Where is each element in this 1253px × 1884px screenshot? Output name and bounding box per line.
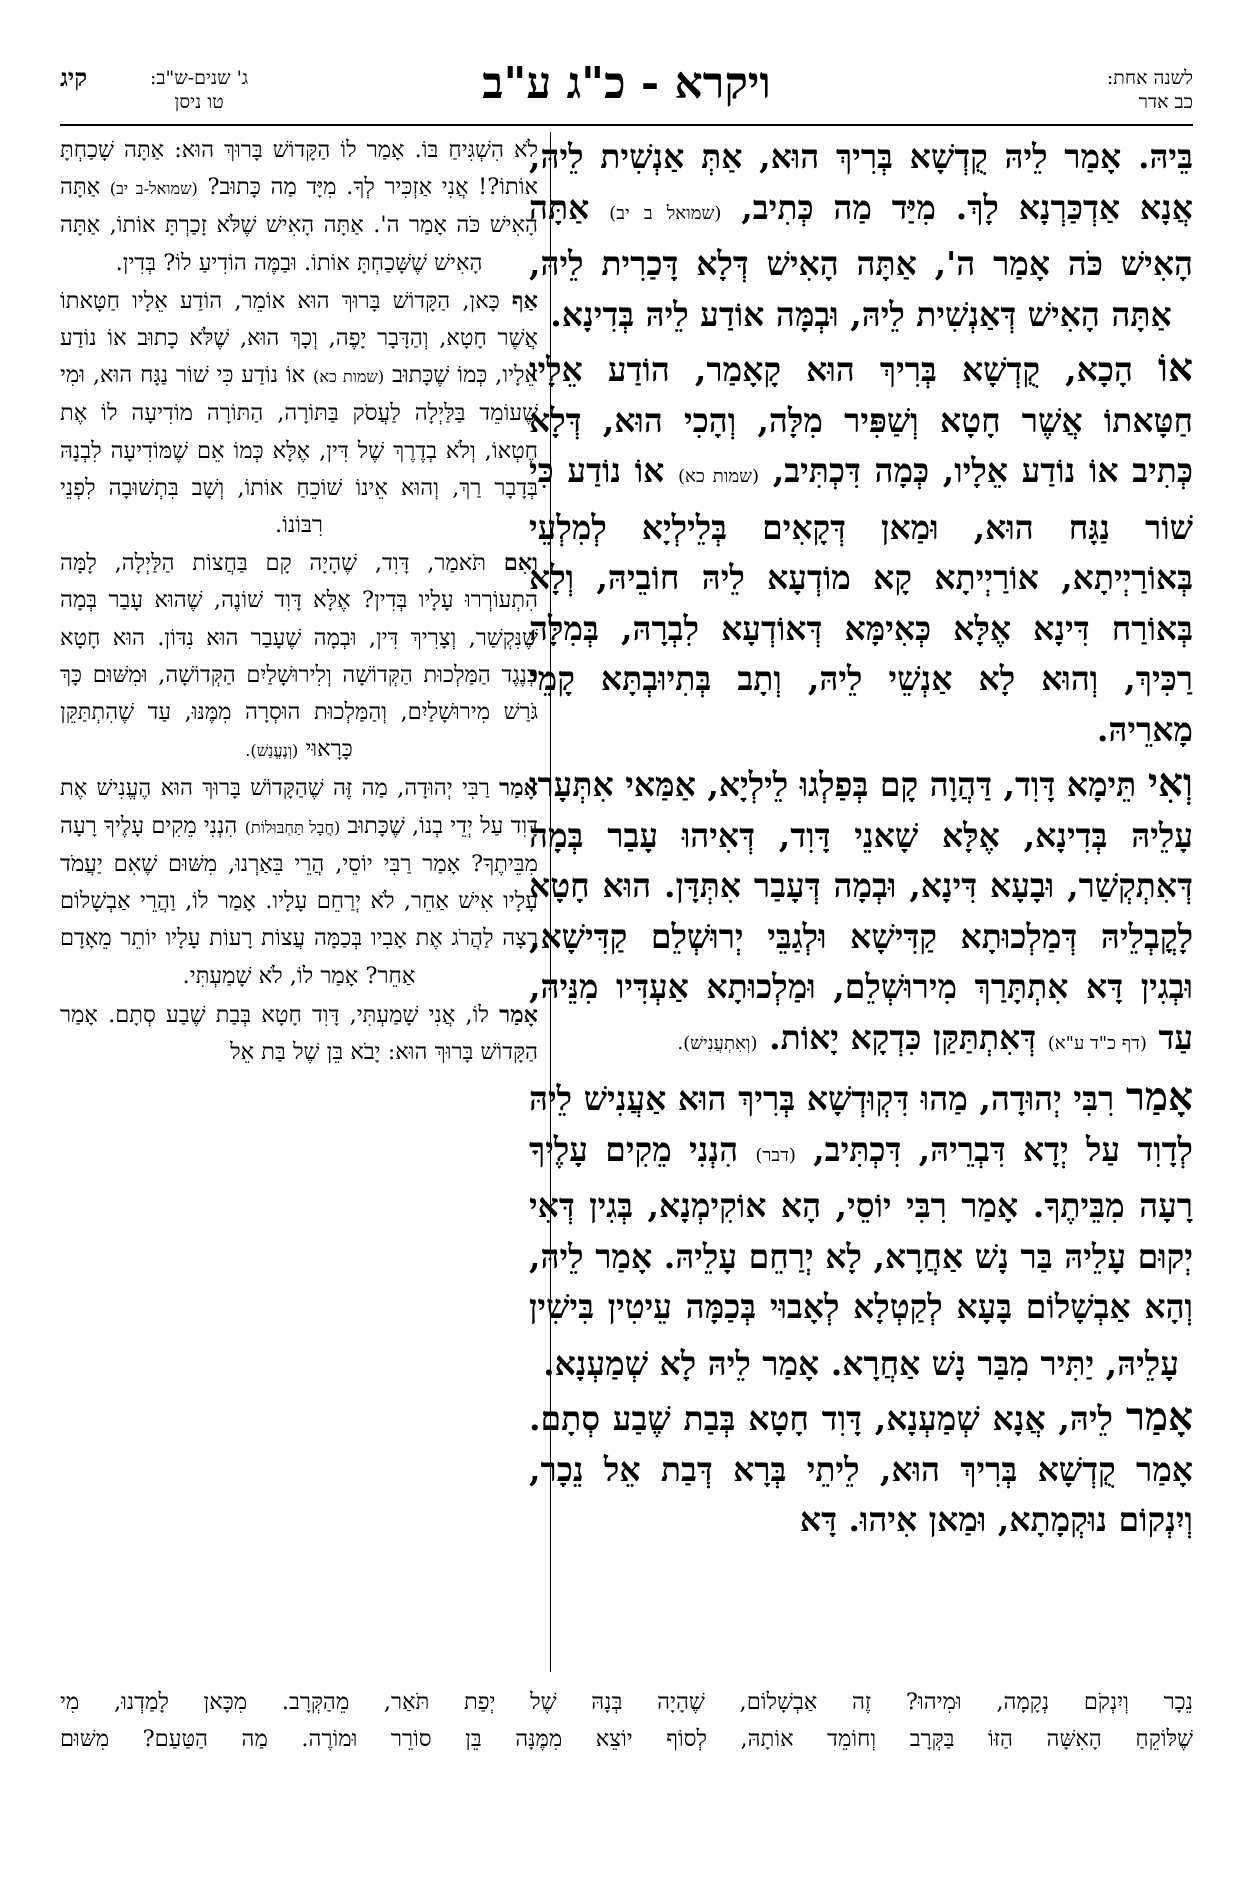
main-paragraph-5: אָמַר לֵיהּ, אֲנָא שְׁמַעְנָא, דָּוִד חָטָא בְּבַת שֶׁבַע סְתָם. אָמַר קֻדְשָׁא בְּרִיךְ הוּא, לֵיתֵי בְּרָא דְּבַת אֵל נֵכָר, וְיִנְקוֹם נוּקְמָתָא, וּמַאן אִיהוּ. דָּא — [529, 1394, 1193, 1539]
opening-word: וְאִם — [503, 550, 538, 577]
continuation-line-1: נֵכָר וְיִנְקֹם נְקָמָה, וּמִיהוּ? זֶה אַבְשָׁלוֹם, שֶׁהָיָה בְּנָהּ שֶׁל יְפַת תֹּאַר, מֵהַקְּרָב. מִכָּאן לָמַדְנוּ, מִי — [60, 1689, 1193, 1715]
translation-continuation — [60, 1684, 1193, 1758]
translation-paragraph-1: לֹא הִשְׁגִּיחַ בּוֹ. אָמַר לוֹ הַקָּדוֹשׁ בָּרוּךְ הוּא: אַתָּה שָׁכַחְתָּ אוֹתוֹ?! אֲנִי אַזְכִּיר לְךָ. מִיָּד מַה כָּתוּב? (שמואל-ב יב) אַתָּה הָאִישׁ כֹּה אָמַר ה'. אַתָּה הָאִישׁ שֶׁלֹּא זָכַרְתָּ אוֹתוֹ, אַתָּה הָאִישׁ שֶׁשָּׁכַחְתָּ אוֹתוֹ. וּבַמֶּה הוֹדִיעַ לוֹ? בְּדִין. — [60, 137, 538, 276]
main-paragraph-1: בֵּיהּ. אָמַר לֵיהּ קֻדְשָׁא בְּרִיךְ הוּא, אַתְּ אַנְשִׁית לֵיהּ, אֲנָא אַדְכַּרְנָא לָךְ. מִיַּד מַה כְּתִיב, (שמואל ב יב) אַתָּה הָאִישׁ כֹּה אָמַר ה', אַתָּה הָאִישׁ דְּלָא דָּכַרִית לֵיהּ, אַתָּה הָאִישׁ דְּאַנְשִׁית לֵיהּ, וּבְמָּה אוֹדַע לֵיהּ בְּדִינָא. — [529, 137, 1193, 334]
opening-word: אַף — [511, 287, 538, 314]
verse-reference: (שמואל ב יב) — [609, 202, 722, 224]
opening-word: אָמַר — [499, 1001, 538, 1028]
verse-reference: (שמואל-ב יב) — [109, 179, 198, 199]
gloss-note: (וְנֶעֱנַשׁ). — [245, 741, 299, 761]
translation-paragraph-3: וְאִם תֹּאמַר, דָּוִד, שֶׁהָיָה קָם בַּחֲצוֹת הַלַּיְלָה, לָמָּה הִתְעוֹרְרוּ עָלָיו בְּדִין? אֶלָּא דָּוִד שׁוֹנֶה, שֶׁהוּא עָבַר בְּמָה שֶׁנִּקְשַׁר, וְצָרִיךְ דִּין, וּבְמָה שֶׁעָבַר הוּא נִדּוֹן. הוּא חָטָא כְּנֶגֶד הַמַּלְכוּת הַקְּדוֹשָׁה וְלִירוּשָׁלַיִם הַקְּדוֹשָׁה, וּמִשּׁוּם כָּךְ גֹּרַשׁ מִירוּשָׁלַיִם, וְהַמַּלְכוּת הוּסְרָה מִמֶּנּוּ, עַד שֶׁהִתְתַּקֵּן כָּרָאוּי (וְנֶעֱנַשׁ). — [60, 550, 538, 763]
page-number: קיג — [60, 63, 88, 92]
main-paragraph-4: אָמַר רִבִּי יְהוּדָה, מַהוּ דִּקְוּדְשָׁא בְּרִיךְ הוּא אַעֲנִישׁ לֵיהּ לְדָוִד עַל יְדָא דִּבְרֵיהּ, דִּכְתִּיב, (דבר) הִנְנִי מֵקִים עָלֶיךָ רָעָה מִבֵּיתֶךָ. אָמַר רִבִּי יוֹסֵי, הָא אוֹקִימְנָא, בְּגִין דְּאִי יְקוּם עָלֵיהּ בַּר נָשׁ אַחֲרָא, לָא יְרַחֵם עָלֵיהּ. אָמַר לֵיהּ, וְהָא אַבְשָׁלוֹם בָּעָא לְקַטְלָא לְאָבוּי בְּכַמָּה עֵיטִין בִּישִׁין עָלֵיהּ, יַתִּיר מִבַּר נָשׁ אַחֲרָא. אָמַר לֵיהּ לָא שְׁמַעְנָא. — [529, 1074, 1193, 1383]
verse-reference: (דבר) — [755, 1144, 796, 1166]
translation-paragraph-2: אַף כָּאן, הַקָּדוֹשׁ בָּרוּךְ הוּא אוֹמֵר, הוֹדַע אֵלָיו חַטָּאתוֹ אֲשֶׁר חָטָא, וְהַדָּבָר יָפֶה, וְכָךְ הוּא, שֶׁלֹּא כָתוּב אוֹ נוֹדַע אֵלָיו, כְּמוֹ שֶׁכָּתוּב (שמות כא) אוֹ נוֹדַע כִּי שׁוֹר נַגָּח הוּא, וּמִי שֶׁעוֹמֵד בַּלַּיְלָה לַעֲסֹק בַּתּוֹרָה, הַתּוֹרָה מוֹדִיעָה לוֹ אֶת חֶטְאוֹ, וְלֹא בְדֶרֶךְ שֶׁל דִּין, אֶלָּא כְּמוֹ אֵם שֶׁמּוֹדִיעָה לִבְנָהּ בְּדָבָר רַךְ, וְהוּא אֵינוֹ שׁוֹכֵחַ אוֹתוֹ, וְשָׁב בִּתְשׁוּבָה לִפְנֵי רִבּוֹנוֹ. — [60, 287, 538, 539]
main-paragraph-2: אוֹ הָכָא, קֻדְשָׁא בְּרִיךְ הוּא קָאָמַר, הוֹדַע אֵלָיו חַטָּאתוֹ אֲשֶׁר חָטָא וְשַׁפִּיר מִלָּה, וְהָכִי הוּא, דְּלָא כְּתִיב אוֹ נוֹדַע אֵלָיו, כְּמָה דִּכְתִּיב, (שמות כא) אוֹ נוֹדַע כִּי שׁוֹר נַגָּח הוּא, וּמַאן דְּקָאִים בְּלֵילְיָא לְמִלְעֵי בְּאוֹרַיְיתָא, אוֹרַיְיתָא קָא מוֹדְעָא לֵיהּ חוֹבֵיהּ, וְלָא בְּאוֹרַח דִּינָא אֶלָּא כְּאִימָּא דְּאוֹדְעָא לִבְרָהּ, בְּמִלָּה רַכִּיךְ, וְהוּא לָא אַנְשֵׁי לֵיהּ, וְתָב בְּתִיוּבְתָּא קָמֵי מָארֵיהּ. — [529, 345, 1193, 749]
gloss-note: (וְאִתְעֲנִישׁ). — [677, 1032, 758, 1054]
verse-reference: (שמות כא) — [677, 466, 760, 487]
opening-word: אָמַר — [1125, 1394, 1193, 1440]
page-reference: (דף כ"ד ע"א) — [1047, 1032, 1147, 1054]
schedule-date: כב אדר — [1138, 91, 1193, 113]
opening-word: אָמַר — [1125, 1074, 1193, 1120]
main-paragraph-3: וְאִי תֵּימָא דָּוִד, דַּהֲוָה קָם בְּפַלְגוּ לֵילְיָא, אַמַּאי אִתְּעָרוּ עָלֵיהּ בְּדִינָא, אֶלָּא שָׁאנֵי דָּוִד, דְּאִיהוּ עָבַר בְּמָה דְּאִתְקְשַׁר, וּבָעָא דִּינָא, וּבְמָה דְּעָבַר אִתְּדָּן. הוּא חָטָא לָקֳבְלֵיהּ דְּמַלְכוּתָא קַדִּישָׁא וּלְגַבֵּי יְרוּשְׁלֵם קַדִּישָׁא, וּבְגִין דָּא אִתְתָּרַךְ מִירוּשְׁלֵם, וּמַלְכוּתָא אַעְדִּיו מִנֵּיהּ, עַד (דף כ"ד ע"א) דְּאִתְתַּקַּן כִּדְקָא יָאוֹת. (וְאִתְעֲנִישׁ). — [529, 760, 1193, 1057]
header-rule — [60, 124, 1193, 126]
schedule-date: טו ניסן — [174, 91, 224, 113]
translation-paragraph-4: אָמַר רַבִּי יְהוּדָה, מַה זֶּה שֶׁהַקָּדוֹשׁ בָּרוּךְ הוּא הֶעֱנִישׁ אֶת דָּוִד עַל יְדֵי בְנוֹ, שֶׁכָּתוּב (חֲבָל תַּחְבּוּלוֹת) הִנְנִי מֵקִים עָלֶיךָ רָעָה מִבֵּיתֶךָ? אָמַר רַבִּי יוֹסֵי, הֲרֵי בֵּאַרְנוּ, מִשּׁוּם שֶׁאִם יַעֲמֹד עָלָיו אִישׁ אַחֵר, לֹא יְרַחֵם עָלָיו. אָמַר לוֹ, וַהֲרֵי אַבְשָׁלוֹם רָצָה לַהֲרֹג אֶת אָבִיו בְּכַמָּה עֲצוֹת רָעוֹת עָלָיו יוֹתֵר מֵאָדָם אַחֵר? אָמַר לוֹ, לֹא שָׁמַעְתִּי. — [60, 775, 539, 990]
page-title: ויקרא - כ"ג ע"ב — [482, 58, 771, 109]
schedule-label: לשנה אחת: — [1106, 67, 1193, 89]
opening-word: אוֹ — [1158, 345, 1193, 391]
continuation-line-2: שֶׁלּוֹקֵחַ הָאִשָּׁה הַזּוֹ בַּקְּרָב וְחוֹמֵד אוֹתָהּ, לְסוֹף יוֹצֵא מִמֶּנָּה בֵּן סוֹרֵר וּמוֹרֶה. מַה הַטַּעַם? מִשּׁוּם — [60, 1726, 1193, 1752]
translation-paragraph-5: אָמַר לוֹ, אֲנִי שָׁמַעְתִּי, דָּוִד חָטָא בְּבַת שֶׁבַע סְתָם. אָמַר הַקָּדוֹשׁ בָּרוּךְ הוּא: יָבֹא בֵּן שֶׁל בַּת אֵל — [60, 1001, 538, 1065]
column-divider — [550, 132, 551, 1672]
main-text-column — [529, 132, 1193, 1672]
study-schedule-one-year — [1107, 66, 1193, 114]
study-schedule-three-years — [60, 63, 249, 114]
verse-reference: (חֲבָל תַּחְבּוּלוֹת) — [244, 817, 341, 837]
translation-column — [60, 132, 538, 1672]
verse-reference: (שמות כא) — [313, 367, 385, 387]
page-header — [60, 58, 1193, 122]
schedule-label: ג' שנים-ש"ב: — [150, 67, 249, 89]
opening-word: וְאִי — [1147, 760, 1193, 806]
opening-word: אָמַר — [499, 775, 538, 802]
